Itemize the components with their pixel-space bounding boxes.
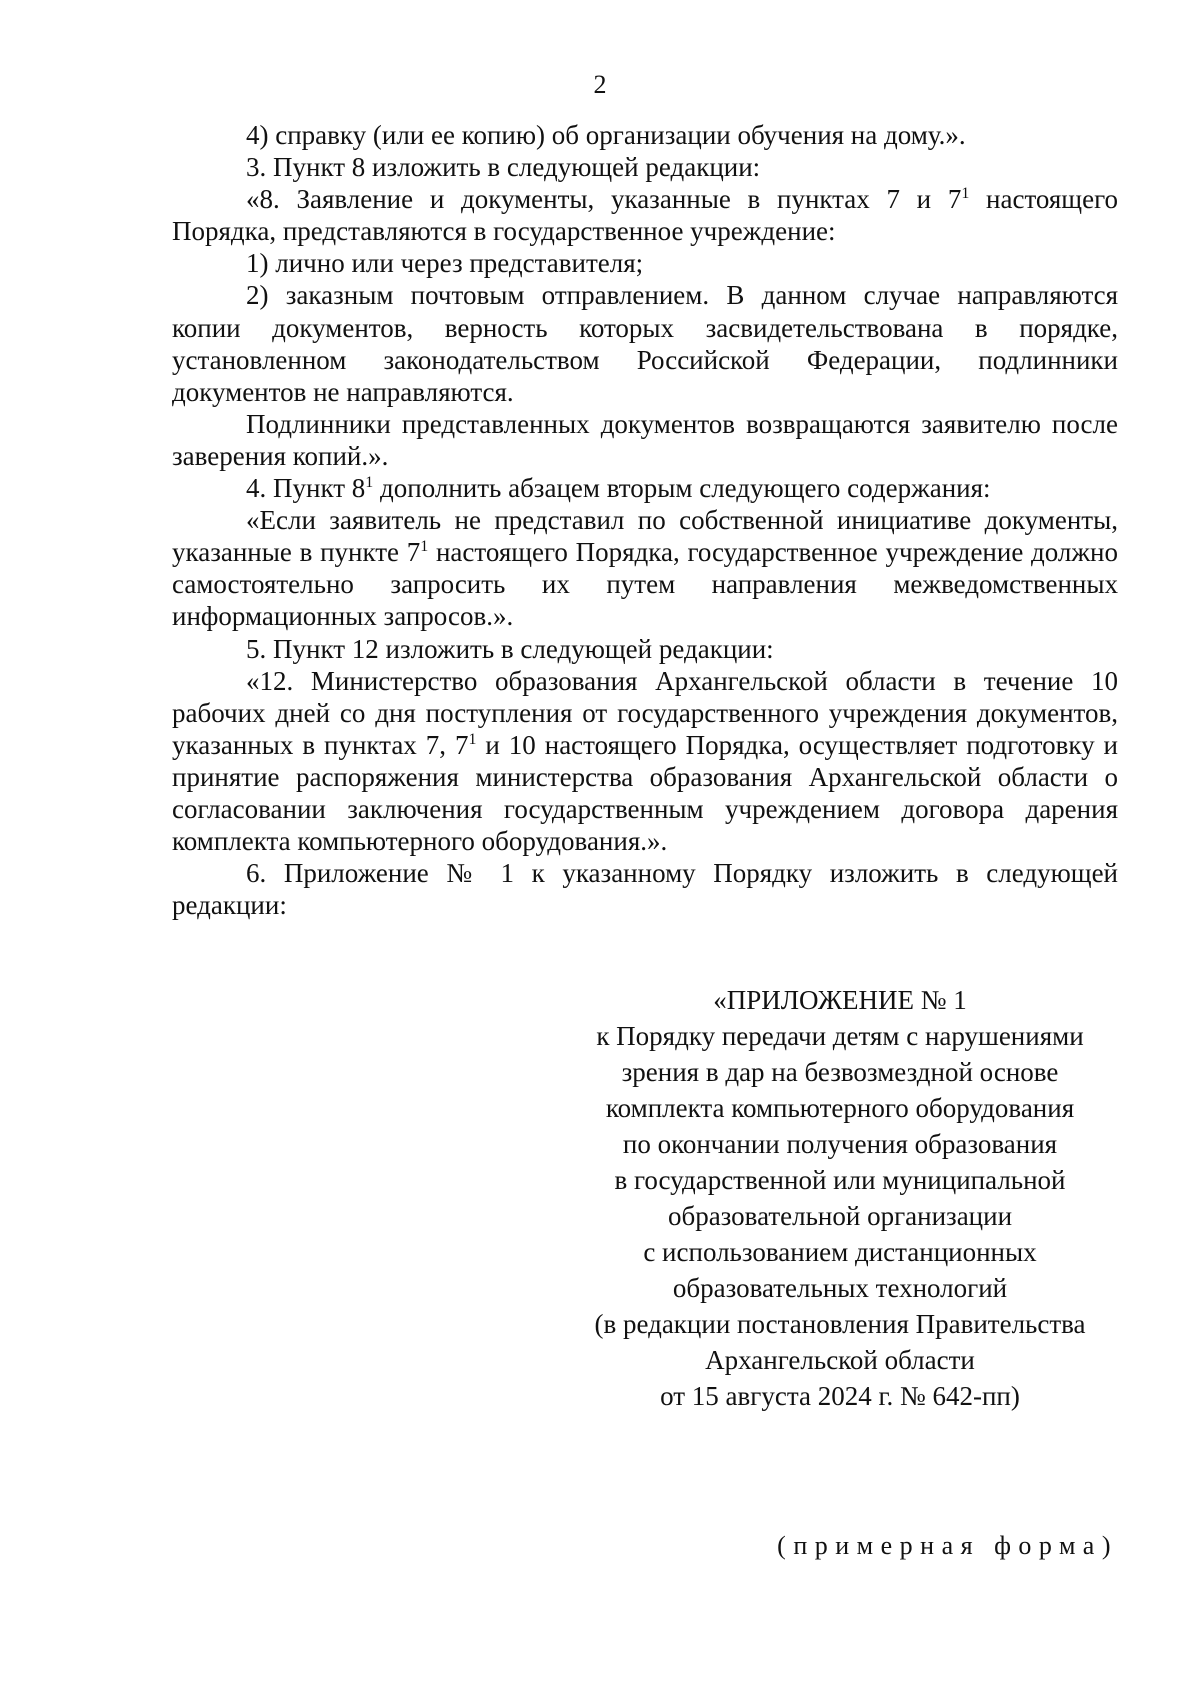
appendix-line: от 15 августа 2024 г. № 642-пп) — [660, 1381, 1020, 1411]
appendix-header — [560, 982, 1120, 1414]
appendix-line: образовательных технологий — [672, 1273, 1008, 1303]
paragraph-text: настоящего Порядка, государственное учреждение должно самостоятельно запросить их путем направления межведомственных информационных запросов.». — [172, 537, 1118, 632]
paragraph-text: «8. Заявление и документы, указанные в пунктах 7 и 7 — [246, 184, 962, 215]
paragraph-point-6: 6. Приложение № 1 к указанному Порядку изложить в следующей редакции: — [172, 858, 1118, 921]
appendix-line: образовательной организации — [667, 1201, 1013, 1231]
paragraph-text: 4. Пункт 8 — [246, 473, 366, 504]
paragraph-applicant — [172, 504, 1118, 632]
superscript: 1 — [365, 474, 374, 492]
appendix-title: «ПРИЛОЖЕНИЕ № 1 — [713, 985, 967, 1015]
paragraph-text: дополнить абзацем вторым следующего содержания: — [373, 473, 991, 504]
paragraph-item-1: 1) лично или через представителя; — [246, 248, 644, 279]
document-body — [172, 119, 1118, 921]
paragraph-originals: Подлинники представленных документов возвращаются заявителю после заверения копий.». — [172, 408, 1118, 471]
paragraph-point-4 — [172, 472, 1118, 504]
appendix-line: комплекта компьютерного оборудования — [605, 1093, 1075, 1123]
appendix-line: зрения в дар на безвозмездной основе — [621, 1057, 1059, 1087]
paragraph-text: и 10 настоящего Порядка, осуществляет подготовку и принятие распоряжения министерства образования Архангельской области о согласовании заключения государственным учреждением договора дарения комплекта компьютерного оборудования.». — [172, 729, 1119, 857]
appendix-line: с использованием дистанционных — [643, 1237, 1037, 1267]
paragraph-point-8-text — [172, 183, 1118, 247]
superscript: 1 — [468, 730, 477, 748]
paragraph-item-4: 4) справку (или ее копию) об организации обучения на дому.». — [246, 120, 966, 150]
appendix-line: в государственной или муниципальной — [614, 1165, 1066, 1195]
sample-form-note: (примерная форма) — [777, 1531, 1118, 1560]
appendix-line: Архангельской области — [705, 1345, 975, 1375]
superscript: 1 — [961, 185, 970, 203]
paragraph-text: «12. Министерство образования Архангельской области в течение 10 рабочих дней со дня поступления от государственного учреждения документов, указанных в пунктах 7, 7 — [172, 665, 1118, 760]
appendix-line: по окончании получения образования — [622, 1129, 1058, 1159]
paragraph-point-3: 3. Пункт 8 изложить в следующей редакции: — [246, 152, 761, 183]
paragraph-point-12-text — [172, 665, 1118, 858]
appendix-line: к Порядку передачи детям с нарушениями — [596, 1021, 1084, 1051]
page-number: 2 — [593, 70, 607, 99]
appendix-line: (в редакции постановления Правительства — [594, 1309, 1086, 1339]
paragraph-point-5: 5. Пункт 12 изложить в следующей редакции: — [246, 633, 774, 664]
paragraph-text: настоящего Порядка, представляются в государственное учреждение: — [172, 184, 1118, 247]
superscript: 1 — [420, 538, 429, 556]
paragraph-item-2: 2) заказным почтовым отправлением. В данном случае направляются копии документов, верность которых засвидетельствована в порядке, установленном законодательством Российской Федерации, подлинники документов не направляются. — [172, 280, 1118, 407]
paragraph-text: «Если заявитель не представил по собственной инициативе документы, указанные в пункте 7 — [172, 505, 1118, 568]
